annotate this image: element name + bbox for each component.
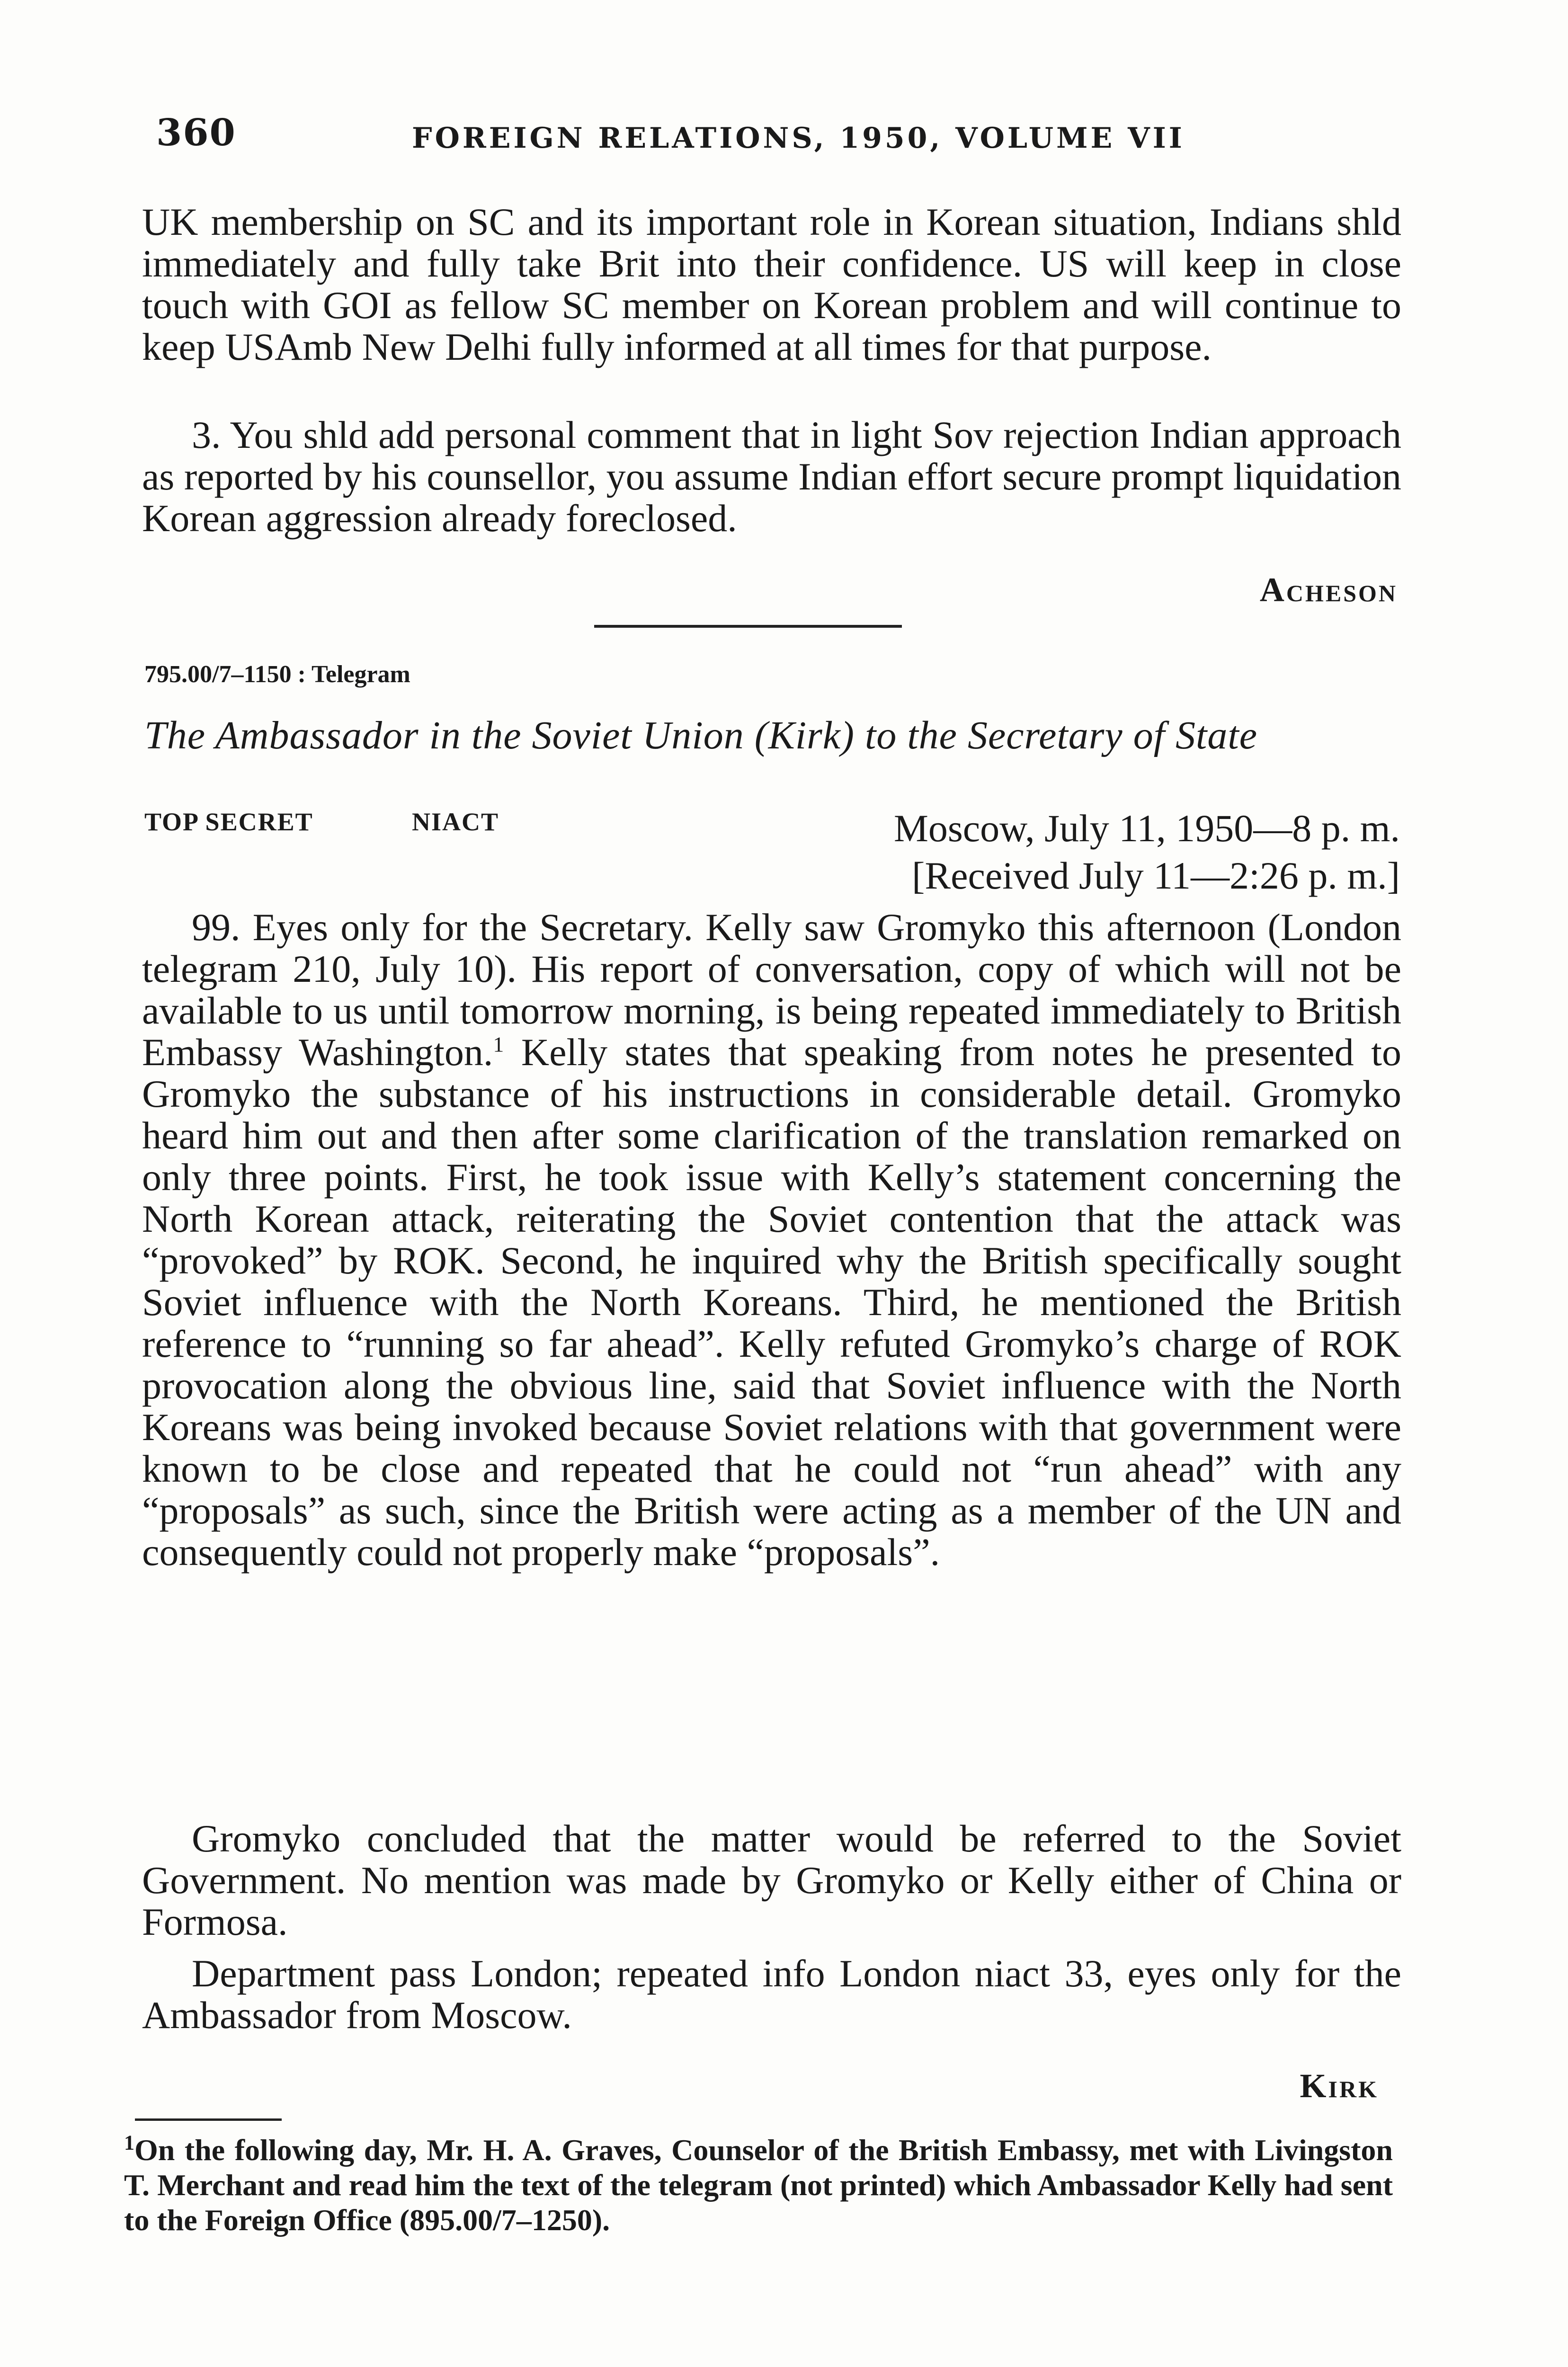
signature-kirk: Kirk (1300, 2067, 1379, 2105)
dateline-received: [Received July 11—2:26 p. m.] (912, 854, 1400, 897)
page-number: 360 (156, 111, 236, 154)
classification-label: TOP SECRET (144, 808, 313, 836)
telegram-paragraph (142, 907, 1401, 1573)
footnote (124, 2133, 1393, 2238)
section-divider (594, 625, 902, 628)
footnote-reference: 1 (493, 1032, 504, 1057)
telegram-paragraph-conclusion: Gromyko concluded that the matter would be referred to the Soviet Government. No mention was made by Gromyko or Kelly either of China or Formosa. (142, 1817, 1401, 1943)
footnote-mark: 1 (124, 2131, 134, 2154)
footnote-text: On the following day, Mr. H. A. Graves, Counselor of the British Embassy, met with Livingston T. Merchant and read him the text of the telegram (not printed) which Ambassador Kelly had sent to the Foreign Office (895.00/7–1250). (124, 2133, 1393, 2237)
page-header (156, 111, 1406, 163)
continuation-paragraph: UK membership on SC and its important role in Korean situation, Indians shld immediately and fully take Brit into their confidence. US will keep in close touch with GOI as fellow SC member on Korean problem and will continue to keep USAmb New Delhi fully informed at all times for that purpose. (142, 200, 1401, 368)
running-head: FOREIGN RELATIONS, 1950, VOLUME VII (412, 122, 1185, 155)
document-title: The Ambassador in the Soviet Union (Kirk) to the Secretary of State (144, 713, 1257, 757)
footnote-rule (135, 2118, 282, 2121)
dateline-sent: Moscow, July 11, 1950—8 p. m. (893, 807, 1400, 850)
telegram-paragraph-part-a: 99. Eyes only for the Secretary. Kelly saw Gromyko this afternoon (London telegram 210, July 10). His report of conversation, copy of which will not be available to us until tomorrow morning, is being repeated immediately to British Embassy Washington. (142, 906, 1401, 1074)
telegram-paragraph-part-b: Kelly states that speaking from notes he presented to Gromyko the substance of his instructions in considerable detail. Gromyko heard him out and then after some clarification of the translation remarked on only three points. First, he took issue with Kelly’s statement concerning the North Korean attack, reiterating the Soviet contention that the attack was “provoked” by ROK. Second, he inquired why the British specifically sought Soviet influence with the North Koreans. Third, he mentioned the British reference to “running so far ahead”. Kelly refuted Gromyko’s charge of ROK provocation along the obvious line, said that Soviet influence with the North Koreans was being invoked because Soviet relations with that government were known to be close and repeated that he could not “run ahead” with any “proposals” as such, since the British were acting as a member of the UN and consequently could not properly make “proposals”. (142, 1031, 1402, 1574)
dateline (894, 805, 1400, 899)
precedence-label: NIACT (412, 808, 499, 836)
signature-acheson: Acheson (1259, 571, 1398, 609)
telegram-paragraph-routing: Department pass London; repeated info London niact 33, eyes only for the Ambassador from Moscow. (142, 1952, 1401, 2037)
file-reference: 795.00/7–1150 : Telegram (144, 661, 410, 688)
continuation-paragraph-numbered: 3. You shld add personal comment that in light Sov rejection Indian approach as reported by his counsellor, you assume Indian effort secure prompt liquidation Korean aggression already foreclosed. (142, 413, 1401, 540)
